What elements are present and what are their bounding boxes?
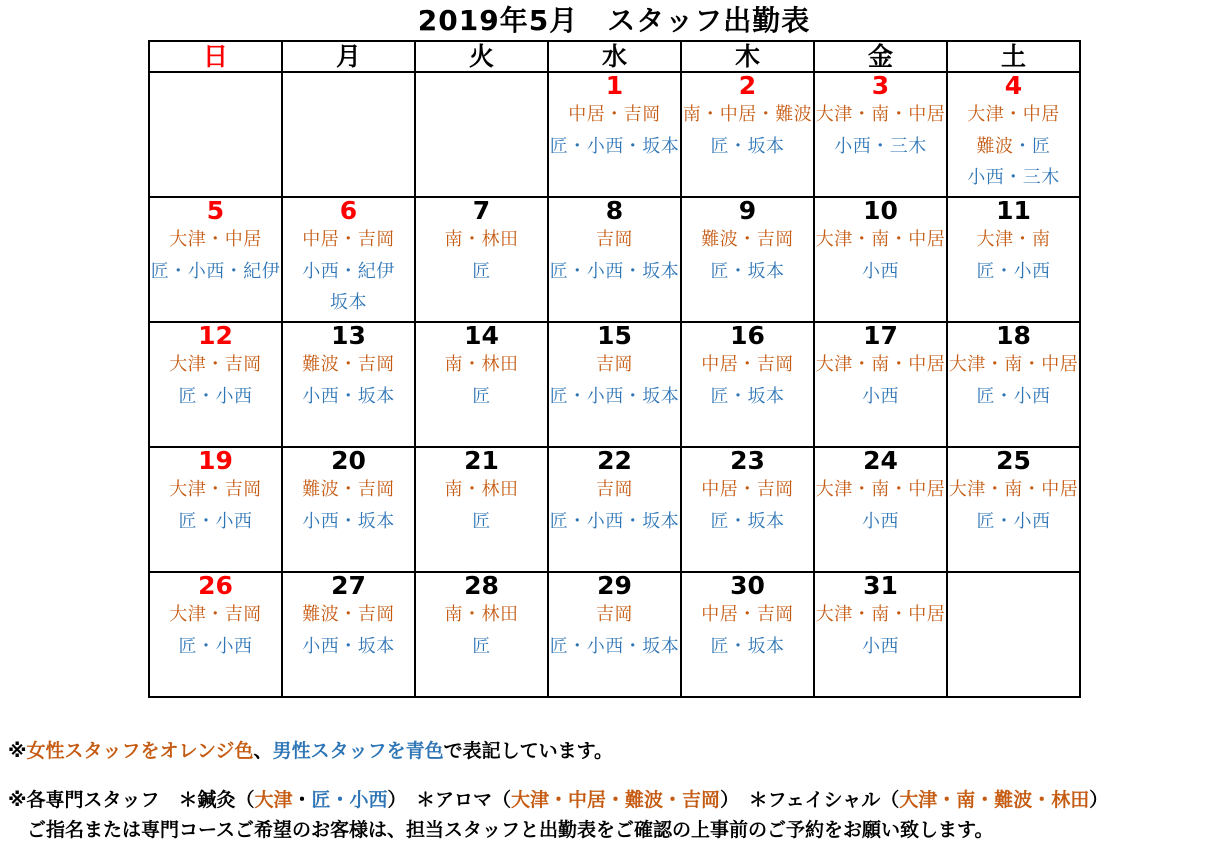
staff-cell — [947, 599, 1080, 697]
staff-names: 中居・吉岡 — [302, 229, 395, 250]
date-cell: 12 — [149, 322, 282, 349]
note-segment: ※ — [8, 740, 27, 762]
staff-names: 匠 — [472, 260, 491, 282]
staff-names: 小西・坂本 — [302, 510, 395, 532]
staff-cell — [282, 474, 415, 572]
staff-names: 小西・三木 — [967, 167, 1060, 188]
staff-names: 匠・坂本 — [710, 135, 785, 157]
date-cell: 19 — [149, 447, 282, 474]
staff-names: 大津・吉岡 — [169, 604, 262, 625]
staff-names: 大津・南・中居 — [815, 229, 946, 250]
staff-cell — [814, 599, 947, 697]
date-row — [149, 197, 1080, 224]
staff-cell — [415, 224, 548, 322]
date-cell: 16 — [681, 322, 814, 349]
staff-names: 大津・吉岡 — [169, 479, 262, 500]
date-cell: 18 — [947, 322, 1080, 349]
staff-cell — [947, 99, 1080, 197]
staff-names: 吉岡 — [596, 479, 633, 500]
date-cell: 1 — [548, 72, 681, 99]
staff-names: 南・中居・難波 — [682, 104, 813, 125]
note-segment: ） ＊アロマ（ — [387, 789, 512, 811]
note-segment: ※各専門スタッフ ＊鍼灸（ — [8, 789, 255, 811]
staff-cell — [415, 474, 548, 572]
staff-cell — [415, 99, 548, 197]
date-row — [149, 322, 1080, 349]
date-cell: 22 — [548, 447, 681, 474]
date-cell: 30 — [681, 572, 814, 599]
date-cell: 25 — [947, 447, 1080, 474]
staff-names: 難波・吉岡 — [302, 354, 395, 375]
staff-names — [948, 131, 1079, 163]
weekday-header: 木 — [681, 41, 814, 72]
date-cell: 31 — [814, 572, 947, 599]
staff-row — [149, 599, 1080, 697]
date-cell: 9 — [681, 197, 814, 224]
staff-names: 難波・吉岡 — [302, 604, 395, 625]
staff-cell — [415, 599, 548, 697]
note-segment: 匠・小西 — [311, 789, 388, 811]
staff-names: 小西 — [862, 260, 899, 282]
staff-names: 小西・紀伊 — [302, 260, 395, 282]
color-legend-note — [8, 736, 613, 763]
staff-name-part: 難波 — [976, 135, 1014, 157]
date-cell: 17 — [814, 322, 947, 349]
weekday-header: 水 — [548, 41, 681, 72]
staff-cell — [681, 474, 814, 572]
staff-names: 匠・小西・坂本 — [549, 385, 680, 407]
note-segment: ） — [1089, 789, 1109, 811]
weekday-header: 土 — [947, 41, 1080, 72]
staff-names: 大津・南・中居 — [948, 479, 1079, 500]
staff-names: 吉岡 — [596, 604, 633, 625]
staff-names: 匠・小西 — [178, 385, 253, 407]
date-cell: 3 — [814, 72, 947, 99]
staff-names: 中居・吉岡 — [701, 604, 794, 625]
staff-names: 南・林田 — [444, 604, 519, 625]
staff-names: 大津・南・中居 — [948, 354, 1079, 375]
staff-cell — [814, 224, 947, 322]
staff-names: 匠・小西 — [976, 385, 1051, 407]
staff-cell — [947, 474, 1080, 572]
weekday-header-row — [149, 41, 1080, 72]
staff-row — [149, 349, 1080, 447]
staff-cell — [947, 224, 1080, 322]
staff-names: 吉岡 — [596, 354, 633, 375]
staff-names: 匠・小西・坂本 — [549, 135, 680, 157]
date-cell: 26 — [149, 572, 282, 599]
staff-names: 匠・小西・坂本 — [549, 260, 680, 282]
staff-names: 大津・南・中居 — [815, 604, 946, 625]
date-cell: 24 — [814, 447, 947, 474]
staff-names: 大津・中居 — [169, 229, 262, 250]
staff-cell — [149, 599, 282, 697]
date-row — [149, 72, 1080, 99]
staff-names: 小西・坂本 — [302, 385, 395, 407]
reservation-note — [8, 815, 994, 842]
staff-names: 小西 — [862, 385, 899, 407]
staff-names: 大津・南・中居 — [815, 479, 946, 500]
note-segment: ） ＊フェイシャル（ — [720, 789, 900, 811]
date-cell: 10 — [814, 197, 947, 224]
staff-names: 匠・小西 — [178, 635, 253, 657]
staff-cell — [947, 349, 1080, 447]
staff-row — [149, 474, 1080, 572]
date-cell: 29 — [548, 572, 681, 599]
staff-names: 南・林田 — [444, 354, 519, 375]
staff-names: 大津・南・中居 — [815, 104, 946, 125]
staff-names: 匠・坂本 — [710, 385, 785, 407]
page-title: 2019年5月 スタッフ出勤表 — [417, 4, 811, 37]
note-segment: で表記しています。 — [443, 740, 614, 762]
weekday-header: 日 — [149, 41, 282, 72]
staff-cell — [548, 349, 681, 447]
staff-names: 中居・吉岡 — [701, 354, 794, 375]
staff-names: 坂本 — [330, 292, 367, 313]
date-cell: 11 — [947, 197, 1080, 224]
staff-cell — [814, 99, 947, 197]
staff-names: 南・林田 — [444, 229, 519, 250]
date-cell: 2 — [681, 72, 814, 99]
staff-names: 中居・吉岡 — [701, 479, 794, 500]
staff-cell — [681, 99, 814, 197]
note-segment: 女性スタッフをオレンジ色 — [26, 740, 254, 762]
staff-names: 匠・小西 — [178, 510, 253, 532]
staff-names: 小西・三木 — [834, 135, 927, 157]
date-cell: 5 — [149, 197, 282, 224]
date-cell: 6 — [282, 197, 415, 224]
staff-cell — [681, 349, 814, 447]
staff-names: 匠 — [472, 510, 491, 532]
date-cell: 8 — [548, 197, 681, 224]
staff-names: 匠・坂本 — [710, 510, 785, 532]
weekday-header: 火 — [415, 41, 548, 72]
staff-cell — [814, 474, 947, 572]
staff-cell — [415, 349, 548, 447]
staff-names: 大津・南・中居 — [815, 354, 946, 375]
note-segment: ・ — [292, 789, 312, 811]
date-row — [149, 447, 1080, 474]
staff-cell — [282, 224, 415, 322]
staff-names: 大津・吉岡 — [169, 354, 262, 375]
staff-cell — [282, 99, 415, 197]
staff-names: 難波・吉岡 — [701, 229, 794, 250]
staff-names: 中居・吉岡 — [568, 104, 661, 125]
staff-names: 匠・坂本 — [710, 635, 785, 657]
note-segment: 大津・南・難波・林田 — [899, 789, 1090, 811]
date-cell: 21 — [415, 447, 548, 474]
staff-row — [149, 224, 1080, 322]
note-segment: 大津・中居・難波・吉岡 — [511, 789, 721, 811]
staff-names: 大津・南 — [976, 229, 1051, 250]
staff-name-part: ・匠 — [1013, 135, 1051, 157]
staff-cell — [149, 474, 282, 572]
staff-names: 難波・吉岡 — [302, 479, 395, 500]
note-segment: 、 — [253, 740, 273, 762]
date-cell: 13 — [282, 322, 415, 349]
staff-cell — [548, 99, 681, 197]
staff-names: 匠・坂本 — [710, 260, 785, 282]
note-segment: ご指名または専門コースご希望のお客様は、担当スタッフと出勤表をご確認の上事前のご予約をお願い致します。 — [8, 819, 994, 841]
staff-names: 匠・小西 — [976, 510, 1051, 532]
staff-names: 大津・中居 — [967, 104, 1060, 125]
staff-names: 匠 — [472, 385, 491, 407]
date-cell: 27 — [282, 572, 415, 599]
date-cell: 14 — [415, 322, 548, 349]
note-segment: 大津 — [254, 789, 293, 811]
staff-cell — [548, 474, 681, 572]
staff-cell — [548, 599, 681, 697]
note-segment: 男性スタッフを青色 — [272, 740, 444, 762]
staff-cell — [681, 599, 814, 697]
date-cell: 20 — [282, 447, 415, 474]
staff-cell — [548, 224, 681, 322]
date-row — [149, 572, 1080, 599]
staff-row — [149, 99, 1080, 197]
staff-cell — [149, 224, 282, 322]
staff-names: 南・林田 — [444, 479, 519, 500]
staff-names: 匠・小西・坂本 — [549, 510, 680, 532]
staff-names: 小西 — [862, 635, 899, 657]
date-cell — [149, 72, 282, 99]
staff-names: 小西・坂本 — [302, 635, 395, 657]
date-cell — [415, 72, 548, 99]
staff-cell — [149, 349, 282, 447]
staff-cell — [681, 224, 814, 322]
weekday-header: 月 — [282, 41, 415, 72]
staff-names: 小西 — [862, 510, 899, 532]
staff-names: 匠・小西・紀伊 — [150, 260, 281, 282]
date-cell: 7 — [415, 197, 548, 224]
staff-calendar — [148, 40, 1081, 698]
staff-names: 匠 — [472, 635, 491, 657]
date-cell: 28 — [415, 572, 548, 599]
date-cell: 15 — [548, 322, 681, 349]
weekday-header: 金 — [814, 41, 947, 72]
staff-cell — [149, 99, 282, 197]
date-cell — [282, 72, 415, 99]
staff-names: 匠・小西・坂本 — [549, 635, 680, 657]
staff-names: 匠・小西 — [976, 260, 1051, 282]
staff-names: 吉岡 — [596, 229, 633, 250]
staff-cell — [282, 349, 415, 447]
specialist-staff-note — [8, 785, 1108, 812]
date-cell: 23 — [681, 447, 814, 474]
staff-cell — [282, 599, 415, 697]
staff-cell — [814, 349, 947, 447]
date-cell — [947, 572, 1080, 599]
date-cell: 4 — [947, 72, 1080, 99]
